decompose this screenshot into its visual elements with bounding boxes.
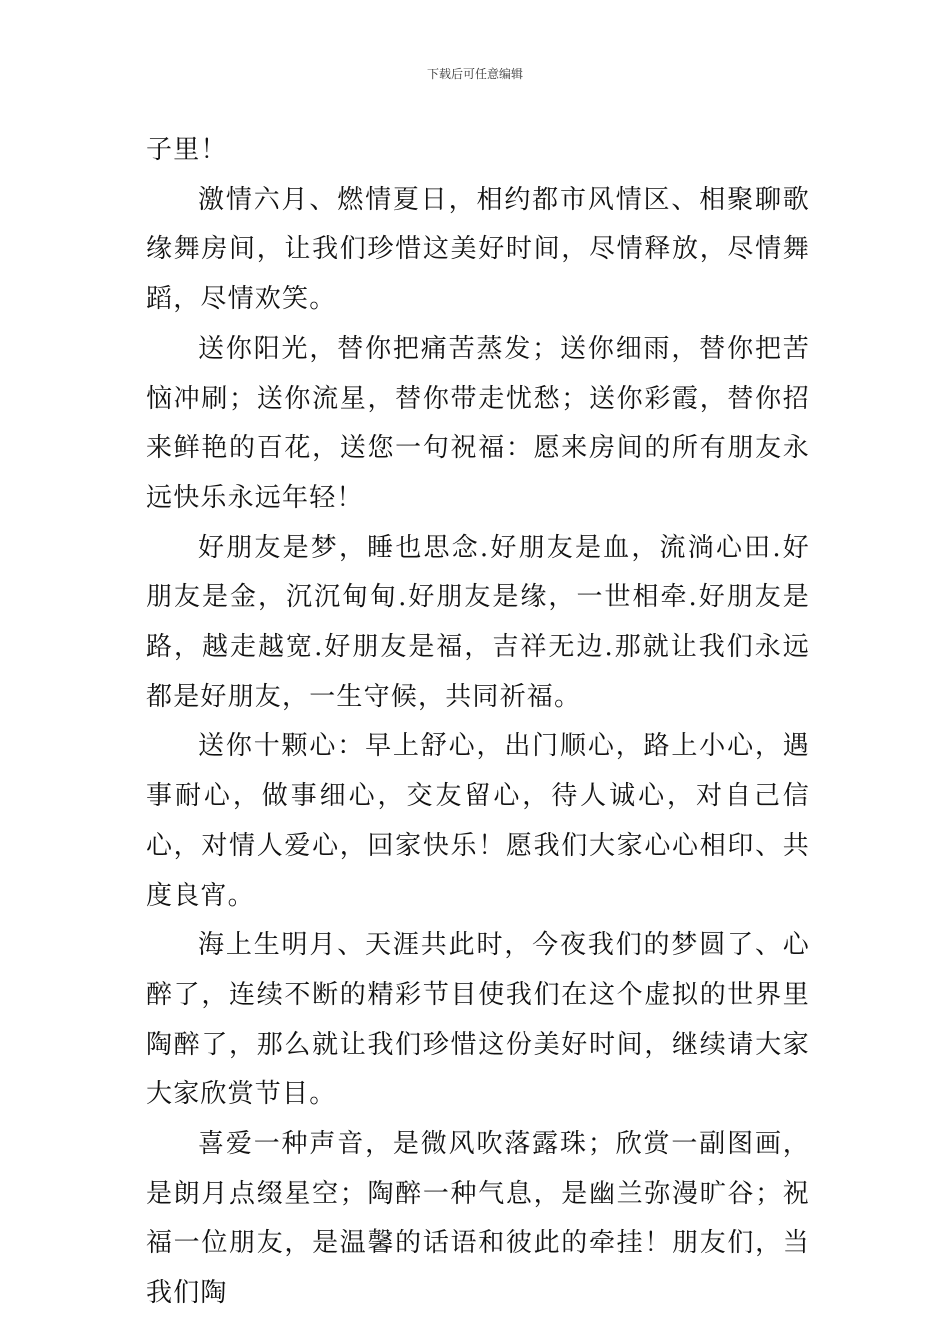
paragraph: 子里！ [146,135,228,165]
page-header: 下载后可任意编辑 [426,67,523,81]
paragraph: 海上生明月、天涯共此时，今夜我们的梦圆了、心醉了，连续不断的精彩节目使我们在这个虚拟的世界里陶醉了，那么就让我们珍惜这份美好时间，继续请大家大家欣赏节目。 [146,930,810,1110]
paragraph: 激情六月、燃情夏日，相约都市风情区、相聚聊歌缘舞房间，让我们珍惜这美好时间，尽情释放，尽情舞蹈，尽情欢笑。 [146,184,810,315]
document-body [146,126,810,1319]
paragraph: 送你十颗心：早上舒心，出门顺心，路上小心，遇事耐心，做事细心，交友留心，待人诚心，对自己信心，对情人爱心，回家快乐！愿我们大家心心相印、共度良宵。 [146,731,810,911]
paragraph: 喜爱一种声音，是微风吹落露珠；欣赏一副图画，是朗月点缀星空；陶醉一种气息，是幽兰弥漫旷谷；祝福一位朋友，是温馨的话语和彼此的牵挂！朋友们，当我们陶 [146,1129,810,1309]
paragraph: 送你阳光，替你把痛苦蒸发；送你细雨，替你把苦恼冲刷；送你流星，替你带走忧愁；送你彩霞，替你招来鲜艳的百花，送您一句祝福：愿来房间的所有朋友永远快乐永远年轻！ [146,333,810,513]
paragraph: 好朋友是梦，睡也思念.好朋友是血，流淌心田.好朋友是金，沉沉甸甸.好朋友是缘，一世相牵.好朋友是路，越走越宽.好朋友是福，吉祥无边.那就让我们永远都是好朋友，一生守候，共同祈福。 [146,532,810,712]
